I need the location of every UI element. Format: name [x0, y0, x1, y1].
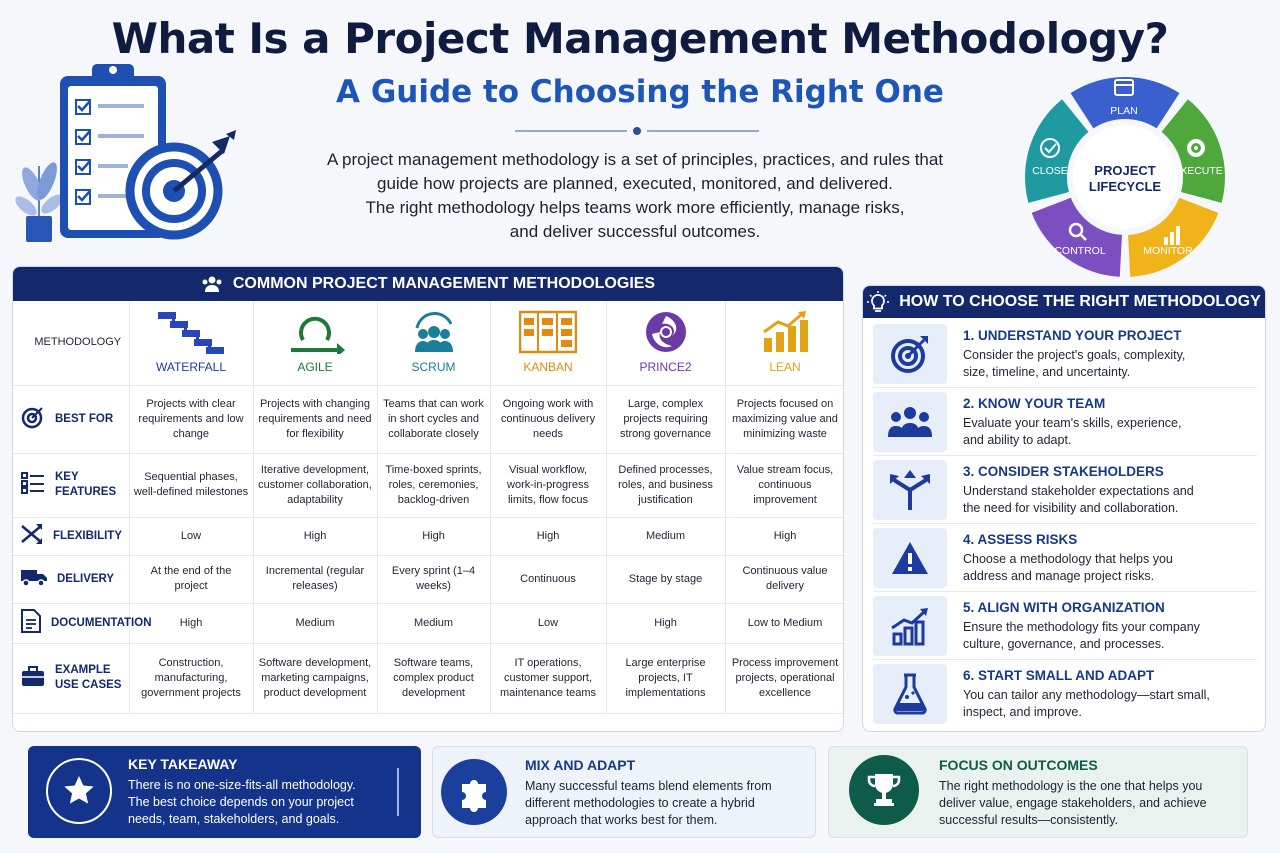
table-cell: Teams that can work in short cycles and collaborate closely: [377, 385, 490, 453]
table-cell: Medium: [253, 603, 377, 643]
mix-and-adapt-card: [432, 746, 816, 838]
step-title: 1. UNDERSTAND YOUR PROJECT: [963, 328, 1182, 343]
briefcase-icon: [21, 665, 45, 692]
table-cell: Visual workflow, work-in-progress limits, flow focus: [490, 453, 606, 517]
step-title: 2. KNOW YOUR TEAM: [963, 396, 1106, 411]
table-cell: Continuous: [490, 555, 606, 603]
clipboard-target-illustration: [12, 56, 252, 256]
step-desc: and ability to adapt.: [963, 433, 1072, 447]
page-title: What Is a Project Management Methodology?: [111, 14, 1169, 63]
table-cell: High: [129, 603, 253, 643]
lifecycle-center-line2: LIFECYCLE: [1088, 179, 1162, 194]
card-title: KEY TAKEAWAY: [128, 756, 238, 772]
column-kanban: [490, 301, 606, 385]
row-label-text: FLEXIBILITY: [53, 529, 122, 542]
page-subtitle: A Guide to Choosing the Right One: [336, 74, 944, 110]
kanban-board-icon: [519, 310, 577, 354]
table-cell: Every sprint (1–4 weeks): [377, 555, 490, 603]
focus-outcomes-card: [828, 746, 1248, 838]
team-cycle-icon: [407, 310, 461, 354]
column-name: PRINCE2: [639, 360, 692, 375]
table-cell: Large enterprise projects, IT implementations: [606, 643, 725, 713]
staircase-icon: [156, 310, 226, 354]
trophy-icon: [849, 755, 919, 825]
table-cell: Low: [129, 517, 253, 555]
column-name: WATERFALL: [155, 360, 226, 375]
table-cell: Continuous value delivery: [725, 555, 844, 603]
table-cell: Projects focused on maximizing value and minimizing waste: [725, 385, 844, 453]
card-line: needs, team, stakeholders, and goals.: [128, 812, 340, 826]
card-line: successful results—consistently.: [939, 813, 1118, 827]
table-cell: Projects with changing requirements and need for flexibility: [253, 385, 377, 453]
people-group-icon: [201, 275, 223, 293]
step-assess-risks: [873, 528, 1257, 592]
growth-chart-icon: [890, 606, 930, 646]
card-title: FOCUS ON OUTCOMES: [939, 757, 1098, 773]
target-icon: [21, 405, 45, 434]
row-label: [13, 517, 129, 555]
row-label: [13, 603, 152, 643]
card-line: The right methodology is the one that helps you: [939, 779, 1203, 793]
methodology-corner-label: METHODOLOGY: [13, 301, 129, 385]
table-cell: Process improvement projects, operational excellence: [725, 643, 844, 713]
row-label: [13, 453, 129, 517]
card-line: The best choice depends on your project: [128, 795, 354, 809]
phase-monitor: MONITOR: [1143, 245, 1193, 257]
table-cell: High: [377, 517, 490, 555]
table-cell: Defined processes, roles, and business justification: [606, 453, 725, 517]
card-divider: [397, 768, 399, 816]
intro-line: guide how projects are planned, executed, monitored, and delivered.: [376, 174, 893, 193]
methodologies-panel: [12, 266, 844, 732]
step-desc: inspect, and improve.: [963, 705, 1082, 719]
table-cell: Iterative development, customer collaboration, adaptability: [253, 453, 377, 517]
step-desc: Ensure the methodology fits your company: [963, 620, 1200, 634]
table-cell: Sequential phases, well-defined milestones: [129, 453, 253, 517]
prince2-logo-icon: [642, 310, 690, 354]
step-title: 4. ASSESS RISKS: [963, 532, 1078, 547]
cycle-arrow-icon: [285, 310, 345, 354]
table-cell: Software development, marketing campaigns, product development: [253, 643, 377, 713]
growth-chart-icon: [760, 310, 810, 354]
row-label-text: EXAMPLE USE CASES: [55, 664, 122, 691]
methodologies-table: [13, 301, 844, 714]
step-desc: Choose a methodology that helps you: [963, 552, 1173, 566]
shuffle-icon: [21, 524, 43, 549]
table-cell: Medium: [377, 603, 490, 643]
column-agile: [253, 301, 377, 385]
target-icon: [890, 334, 930, 374]
intro-line: A project management methodology is a set of principles, practices, and rules that: [326, 150, 944, 169]
step-know-team: [873, 392, 1257, 456]
table-row: [13, 385, 844, 453]
table-row: [13, 517, 844, 555]
table-row: [13, 603, 844, 643]
table-cell: Time-boxed sprints, roles, ceremonies, backlog-driven: [377, 453, 490, 517]
table-cell: Construction, manufacturing, government projects: [129, 643, 253, 713]
row-label: [13, 555, 129, 603]
step-title: 6. START SMALL AND ADAPT: [963, 668, 1155, 683]
table-row: [13, 555, 844, 603]
column-name: LEAN: [769, 360, 801, 375]
table-row: [13, 643, 844, 713]
card-title: MIX AND ADAPT: [525, 757, 636, 773]
table-cell: High: [606, 603, 725, 643]
row-label-text: DELIVERY: [57, 572, 115, 585]
table-cell: Value stream focus, continuous improvement: [725, 453, 844, 517]
card-line: deliver value, engage stakeholders, and achieve: [939, 796, 1207, 810]
step-title: 3. CONSIDER STAKEHOLDERS: [963, 464, 1164, 479]
row-label-text: DOCUMENTATION: [51, 616, 152, 629]
lifecycle-center-line1: PROJECT: [1094, 163, 1156, 178]
table-cell: Large, complex projects requiring strong governance: [606, 385, 725, 453]
step-desc: address and manage project risks.: [963, 569, 1155, 583]
step-desc: culture, governance, and processes.: [963, 637, 1165, 651]
step-desc: Evaluate your team's skills, experience,: [963, 416, 1182, 430]
how-to-choose-header: [863, 286, 1265, 318]
table-cell: High: [253, 517, 377, 555]
column-prince2: [606, 301, 725, 385]
methodologies-heading: COMMON PROJECT MANAGEMENT METHODOLOGIES: [232, 275, 656, 292]
step-desc: You can tailor any methodology—start small,: [963, 688, 1210, 702]
how-to-choose-heading: HOW TO CHOOSE THE RIGHT METHODOLOGY: [899, 293, 1261, 310]
intro-line: and deliver successful outcomes.: [509, 222, 761, 241]
card-line: approach that works best for them.: [525, 813, 718, 827]
phase-control: CONTROL: [1054, 245, 1106, 257]
table-cell: High: [725, 517, 844, 555]
intro-line: The right methodology helps teams work more efficiently, manage risks,: [365, 198, 905, 217]
row-label: [13, 643, 129, 713]
step-desc: the need for visibility and collaboration.: [963, 501, 1179, 515]
step-consider-stakeholders: [873, 460, 1257, 524]
table-cell: Stage by stage: [606, 555, 725, 603]
card-line: Many successful teams blend elements from: [525, 779, 772, 793]
table-cell: High: [490, 517, 606, 555]
how-to-choose-panel: [862, 285, 1266, 732]
step-desc: Consider the project's goals, complexity,: [963, 348, 1186, 362]
row-label-text: BEST FOR: [55, 412, 114, 425]
table-cell: Low to Medium: [725, 603, 844, 643]
table-header-row: [13, 301, 844, 385]
row-label: [13, 385, 129, 453]
team-icon: [888, 405, 932, 439]
table-cell: Medium: [606, 517, 725, 555]
table-cell: Ongoing work with continuous delivery needs: [490, 385, 606, 453]
column-name: KANBAN: [523, 360, 573, 375]
column-name: AGILE: [297, 360, 333, 375]
step-title: 5. ALIGN WITH ORGANIZATION: [963, 600, 1165, 615]
key-takeaway-card: [28, 746, 421, 838]
table-cell: Projects with clear requirements and low change: [129, 385, 253, 453]
methodologies-header: [13, 267, 843, 301]
step-understand-project: [873, 324, 1257, 388]
column-lean: [725, 301, 844, 385]
phase-plan: PLAN: [1110, 105, 1138, 117]
intro-text: [300, 148, 970, 244]
table-cell: At the end of the project: [129, 555, 253, 603]
flask-icon: [892, 673, 928, 715]
lightbulb-icon: [867, 291, 889, 313]
table-row: [13, 453, 844, 517]
list-icon: [21, 472, 45, 499]
card-line: different methodologies to create a hybrid: [525, 796, 755, 810]
project-lifecycle-wheel: [1020, 72, 1230, 282]
phase-execute: EXECUTE: [1173, 165, 1223, 177]
table-cell: IT operations, customer support, maintenance teams: [490, 643, 606, 713]
column-scrum: [377, 301, 490, 385]
truck-icon: [21, 567, 47, 592]
title-divider: [515, 126, 760, 136]
document-icon: [21, 609, 41, 638]
row-label-text: KEY FEATURES: [55, 471, 117, 498]
puzzle-icon: [441, 759, 507, 825]
step-start-small: [873, 664, 1257, 728]
step-desc: Understand stakeholder expectations and: [963, 484, 1194, 498]
phase-close: CLOSE: [1032, 165, 1068, 177]
step-align-organization: [873, 596, 1257, 660]
table-cell: Software teams, complex product development: [377, 643, 490, 713]
step-desc: size, timeline, and uncertainty.: [963, 365, 1131, 379]
star-icon: [46, 758, 112, 824]
card-line: There is no one-size-fits-all methodology.: [128, 778, 356, 792]
plant-icon: [12, 160, 66, 242]
column-waterfall: [129, 301, 253, 385]
table-cell: Incremental (regular releases): [253, 555, 377, 603]
warning-icon: [890, 540, 930, 576]
column-name: SCRUM: [411, 360, 456, 375]
table-cell: Low: [490, 603, 606, 643]
split-arrows-icon: [888, 470, 932, 510]
